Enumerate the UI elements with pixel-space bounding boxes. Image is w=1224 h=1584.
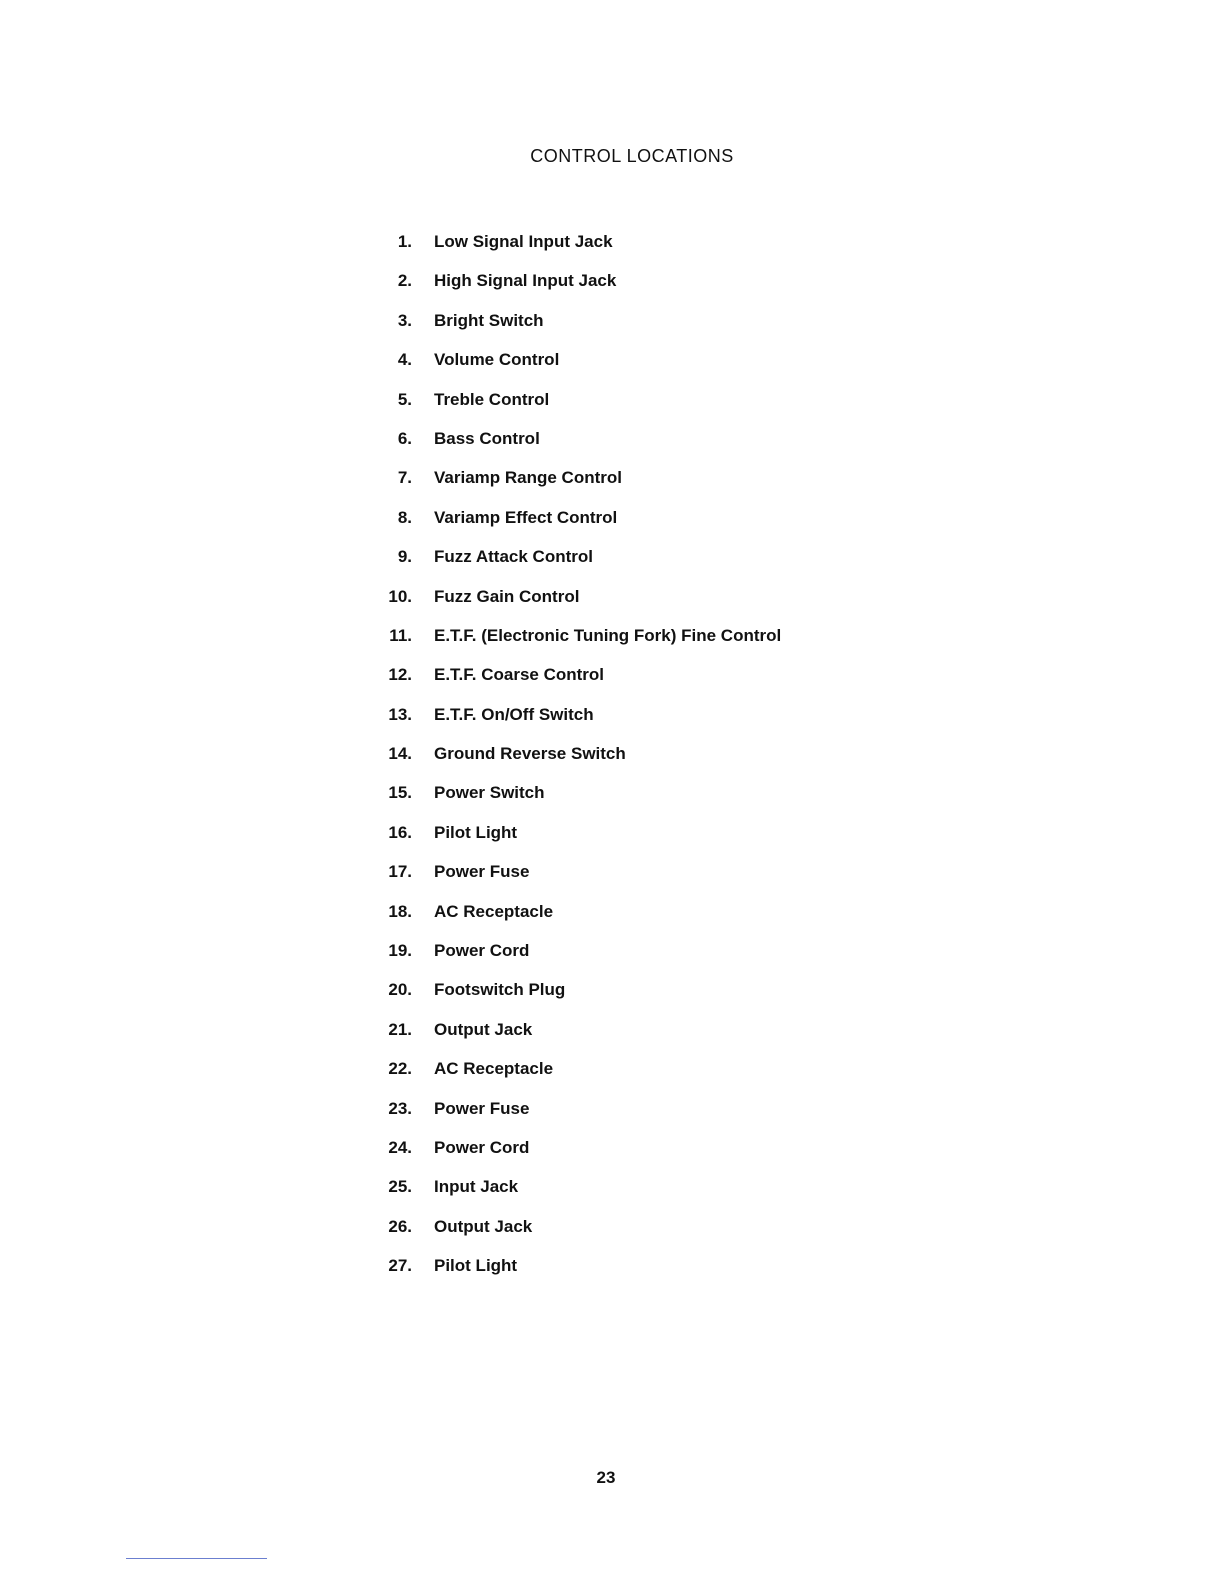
item-label: Output Jack [434, 1216, 533, 1236]
item-label: Power Cord [434, 1137, 530, 1157]
list-item [360, 902, 781, 941]
item-label: Fuzz Attack Control [434, 547, 593, 567]
item-number: 17. [388, 862, 412, 882]
item-number: 3. [397, 310, 412, 330]
item-label: Power Fuse [434, 1098, 530, 1118]
list-item [360, 587, 781, 626]
item-label: Bass Control [434, 428, 540, 448]
list-item [360, 468, 781, 507]
item-label: Output Jack [434, 1019, 533, 1039]
footnote-rule [126, 1558, 267, 1559]
item-label: Volume Control [434, 350, 560, 370]
list-item [360, 1059, 781, 1098]
item-label: Variamp Range Control [434, 468, 622, 488]
item-number: 15. [388, 783, 412, 803]
item-number: 22. [388, 1059, 412, 1079]
item-label: Bright Switch [434, 310, 544, 330]
item-number: 11. [389, 625, 412, 645]
list-item [360, 1020, 781, 1059]
item-number: 6. [397, 428, 412, 448]
item-number: 1. [397, 232, 412, 251]
page-title: CONTROL LOCATIONS [530, 146, 734, 166]
item-number: 4. [397, 350, 412, 370]
item-label: High Signal Input Jack [434, 271, 617, 291]
list-item [360, 1256, 781, 1295]
item-number: 26. [388, 1216, 412, 1236]
item-number: 7. [397, 468, 412, 488]
list-item [360, 626, 781, 665]
item-number: 16. [388, 822, 412, 842]
list-item [360, 390, 781, 429]
item-label: Pilot Light [434, 1256, 518, 1276]
item-label: Power Cord [434, 941, 530, 961]
list-item [360, 1217, 781, 1256]
list-item [360, 1099, 781, 1138]
list-item [360, 547, 781, 586]
item-number: 9. [397, 547, 412, 567]
item-label: E.T.F. Coarse Control [434, 665, 605, 685]
item-label: Power Switch [434, 783, 545, 803]
item-label: AC Receptacle [434, 901, 554, 921]
item-label: Low Signal Input Jack [434, 232, 613, 251]
list-item [360, 271, 781, 310]
list-item [360, 1138, 781, 1177]
item-number: 5. [397, 389, 412, 409]
item-label: Variamp Effect Control [434, 507, 618, 527]
list-item [360, 705, 781, 744]
item-label: E.T.F. (Electronic Tuning Fork) Fine Control [434, 625, 782, 645]
item-label: Power Fuse [434, 862, 530, 882]
item-number: 21. [388, 1019, 412, 1039]
item-number: 24. [388, 1137, 412, 1157]
item-label: Ground Reverse Switch [434, 744, 626, 764]
item-number: 19. [388, 941, 412, 961]
item-label: Input Jack [434, 1177, 519, 1197]
list-item [360, 980, 781, 1019]
item-number: 10. [388, 586, 412, 606]
item-label: Pilot Light [434, 822, 518, 842]
list-item [360, 1177, 781, 1216]
list-item [360, 862, 781, 901]
item-number: 14. [388, 744, 412, 764]
list-item [360, 823, 781, 862]
control-locations-list [360, 232, 781, 1296]
list-item [360, 783, 781, 822]
item-number: 13. [388, 704, 412, 724]
list-item [360, 665, 781, 704]
item-number: 23. [388, 1098, 412, 1118]
list-item [360, 744, 781, 783]
item-label: Fuzz Gain Control [434, 586, 580, 606]
list-item [360, 311, 781, 350]
item-label: Footswitch Plug [434, 980, 566, 1000]
item-number: 25. [388, 1177, 412, 1197]
item-number: 2. [397, 271, 412, 291]
list-item [360, 429, 781, 468]
item-label: AC Receptacle [434, 1059, 554, 1079]
item-label: E.T.F. On/Off Switch [434, 704, 594, 724]
list-item [360, 232, 781, 271]
list-item [360, 350, 781, 389]
item-number: 8. [397, 507, 412, 527]
item-number: 12. [388, 665, 412, 685]
list-item [360, 941, 781, 980]
item-label: Treble Control [434, 389, 550, 409]
item-number: 20. [388, 980, 412, 1000]
page-number: 23 [596, 1468, 616, 1487]
list-item [360, 508, 781, 547]
item-number: 27. [388, 1256, 412, 1276]
item-number: 18. [388, 901, 412, 921]
